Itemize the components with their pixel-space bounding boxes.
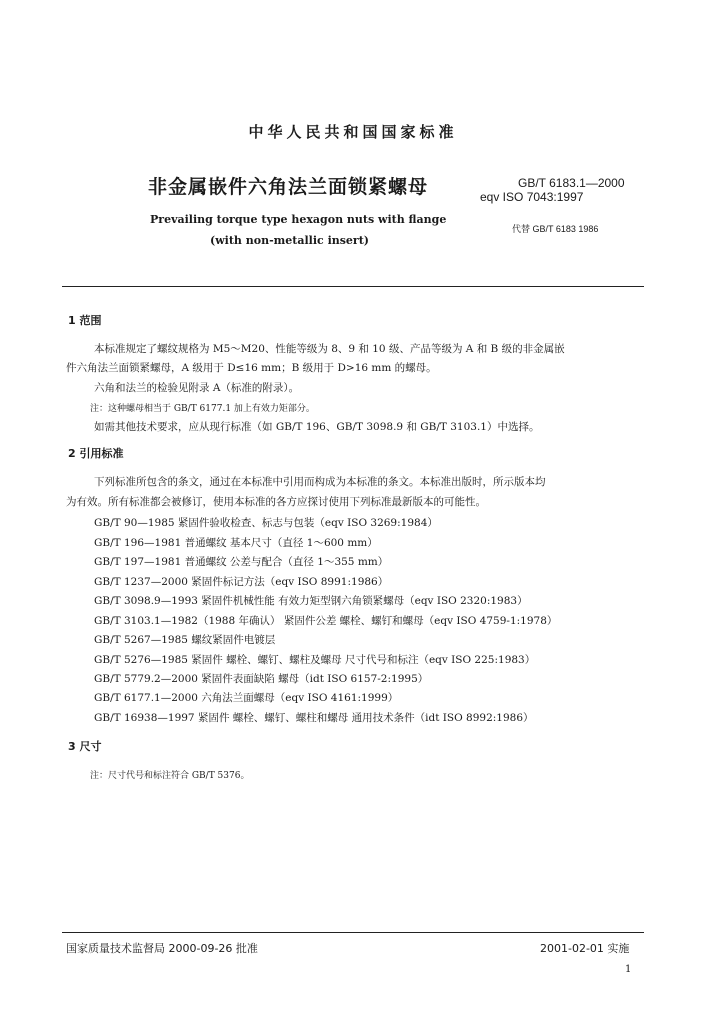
section1-paragraph2: 六角和法兰的检验见附录 A（标准的附录）。: [94, 382, 300, 394]
header-divider: [62, 286, 644, 287]
national-standard-heading: 中华人民共和国国家标准: [248, 123, 458, 141]
reference-item: GB/T 197—1981 普通螺纹 公差与配合（直径 1～355 mm）: [94, 556, 389, 568]
section1-paragraph1-line1: 本标准规定了螺纹规格为 M5～M20、性能等级为 8、9 和 10 级、产品等级为 A 和 B 级的非金属嵌: [94, 343, 565, 355]
reference-item: GB/T 90—1985 紧固件验收检查、标志与包装（eqv ISO 3269:1984）: [94, 517, 438, 529]
reference-item: GB/T 196—1981 普通螺纹 基本尺寸（直径 1～600 mm）: [94, 537, 378, 549]
reference-item: GB/T 16938—1997 紧固件 螺栓、螺钉、螺柱和螺母 通用技术条件（idt ISO 8992:1986）: [94, 712, 534, 724]
footer-divider: [62, 932, 644, 933]
section2-intro-line1: 下列标准所包含的条文，通过在本标准中引用而构成为本标准的条文。本标准出版时，所示版本均: [94, 476, 546, 488]
section1-heading: 1 范围: [68, 314, 102, 327]
reference-item: GB/T 5276—1985 紧固件 螺栓、螺钉、螺柱及螺母 尺寸代号和标注（eqv ISO 225:1983）: [94, 654, 536, 666]
implementation-date: 2001-02-01 实施: [540, 942, 630, 955]
document-title-en-line1: Prevailing torque type hexagon nuts with flange: [150, 213, 447, 226]
reference-item: GB/T 6177.1—2000 六角法兰面螺母（eqv ISO 4161:1999）: [94, 692, 399, 704]
document-title-en-line2: (with non-metallic insert): [210, 234, 370, 247]
section2-intro-line2: 为有效。所有标准都会被修订，使用本标准的各方应探讨使用下列标准最新版本的可能性。: [66, 496, 486, 508]
page-number: 1: [625, 964, 632, 975]
section2-heading: 2 引用标准: [68, 447, 124, 460]
reference-item: GB/T 3103.1—1982（1988 年确认） 紧固件公差 螺栓、螺钉和螺母（eqv ISO 4759-1:1978）: [94, 615, 558, 627]
section3-note: 注：尺寸代号和标注符合 GB/T 5376。: [90, 771, 250, 781]
replaces-standard: 代替 GB/T 6183 1986: [512, 224, 599, 234]
reference-item: GB/T 5267—1985 螺纹紧固件电镀层: [94, 634, 276, 646]
reference-item: GB/T 1237—2000 紧固件标记方法（eqv ISO 8991:1986）: [94, 576, 389, 588]
standard-number: GB/T 6183.1—2000: [518, 176, 625, 190]
section1-paragraph1-line2: 件六角法兰面锁紧螺母，A 级用于 D≤16 mm；B 级用于 D>16 mm 的螺母。: [66, 362, 437, 374]
reference-item: GB/T 5779.2—2000 紧固件表面缺陷 螺母（idt ISO 6157-2:1995）: [94, 673, 429, 685]
section1-paragraph3: 如需其他技术要求，应从现行标准（如 GB/T 196、GB/T 3098.9 和 GB/T 3103.1）中选择。: [94, 421, 540, 433]
document-title-cn: 非金属嵌件六角法兰面锁紧螺母: [148, 176, 429, 198]
section3-heading: 3 尺寸: [68, 740, 102, 753]
section1-note: 注：这种螺母相当于 GB/T 6177.1 加上有效力矩部分。: [90, 404, 315, 414]
equivalent-standard: eqv ISO 7043:1997: [480, 190, 584, 204]
issued-date: 国家质量技术监督局 2000-09-26 批准: [66, 942, 258, 955]
reference-item: GB/T 3098.9—1993 紧固件机械性能 有效力矩型钢六角锁紧螺母（eqv ISO 2320:1983）: [94, 595, 528, 607]
